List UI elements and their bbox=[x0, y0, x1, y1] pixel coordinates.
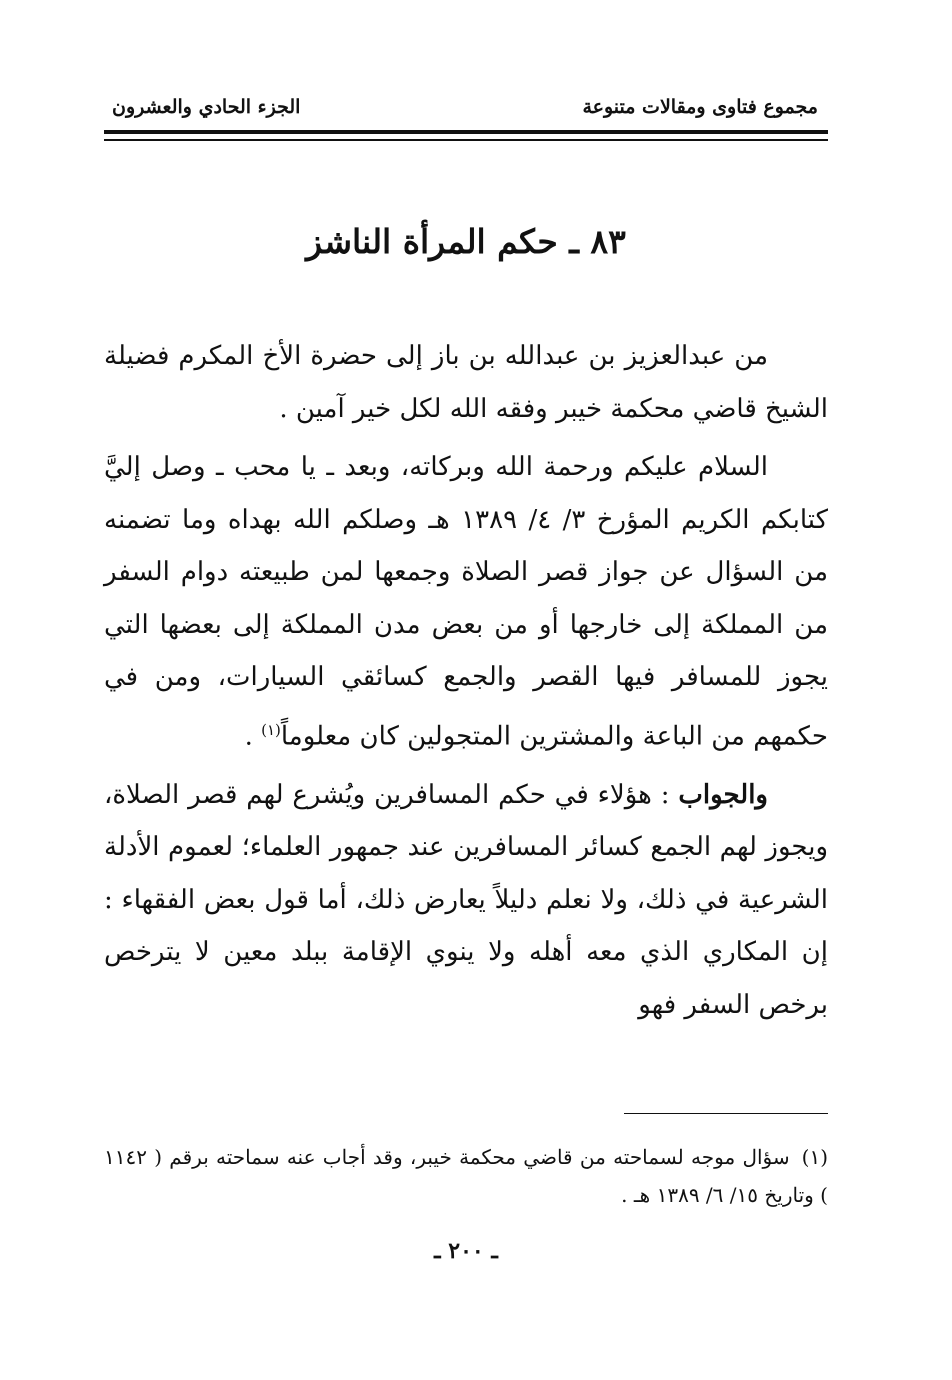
paragraph-answer bbox=[104, 769, 828, 1032]
footnote-separator bbox=[624, 1113, 828, 1114]
footnote bbox=[104, 1138, 828, 1214]
header-rule-thin bbox=[104, 139, 828, 141]
answer-text: : هؤلاء في حكم المسافرين ويُشرع لهم قصر الصلاة، ويجوز لهم الجمع كسائر المسافرين عند جمهور العلماء؛ لعموم الأدلة الشرعية في ذلك، ولا نعلم دليلاً يعارض ذلك، أما قول بعض الفقهاء : إن المكاري الذي معه أهله ولا ينوي الإقامة ببلد معين لا يترخص برخص السفر فهو bbox=[104, 779, 828, 1020]
question-end: . bbox=[244, 721, 253, 752]
answer-lead: والجواب bbox=[678, 779, 768, 810]
running-head-volume: الجزء الحادي والعشرون bbox=[112, 96, 301, 118]
footnote-reference: (١) bbox=[261, 720, 281, 739]
paragraph-question bbox=[104, 441, 828, 763]
page-number: ـ ٢٠٠ ـ bbox=[434, 1238, 498, 1264]
header-rule-thick bbox=[104, 130, 828, 134]
footnote-text: سؤال موجه لسماحته من قاضي محكمة خيبر، وقد أجاب عنه سماحته برقم ( ١١٤٢ ) وتاريخ ١٥/ ٦/ ١٣٨٩ هـ . bbox=[104, 1145, 828, 1207]
question-text: السلام عليكم ورحمة الله وبركاته، وبعد ـ يا محب ـ وصل إليَّ كتابكم الكريم المؤرخ ٣/ ٤/ ١٣٨٩ هـ وصلكم الله بهداه وما تضمنه من السؤال عن جواز قصر الصلاة وجمعها لمن طبيعته دوام السفر من المملكة إلى خارجها أو من بعض مدن المملكة إلى بعضها التي يجوز للمسافر فيها القصر والجمع كسائقي السيارات، ومن في حكمهم من الباعة والمشترين المتجولين كان معلوماً bbox=[104, 452, 828, 752]
footnote-marker: (١) bbox=[801, 1145, 828, 1169]
chapter-title: ٨٣ ـ حكم المرأة الناشز bbox=[306, 222, 626, 261]
running-head bbox=[104, 96, 826, 126]
running-head-book-title: مجموع فتاوى ومقالات متنوعة bbox=[582, 96, 818, 118]
paragraph-address: من عبدالعزيز بن عبدالله بن باز إلى حضرة الأخ المكرم فضيلة الشيخ قاضي محكمة خيبر وفقه الله لكل خير آمين . bbox=[104, 341, 828, 424]
body-text bbox=[104, 330, 828, 1037]
